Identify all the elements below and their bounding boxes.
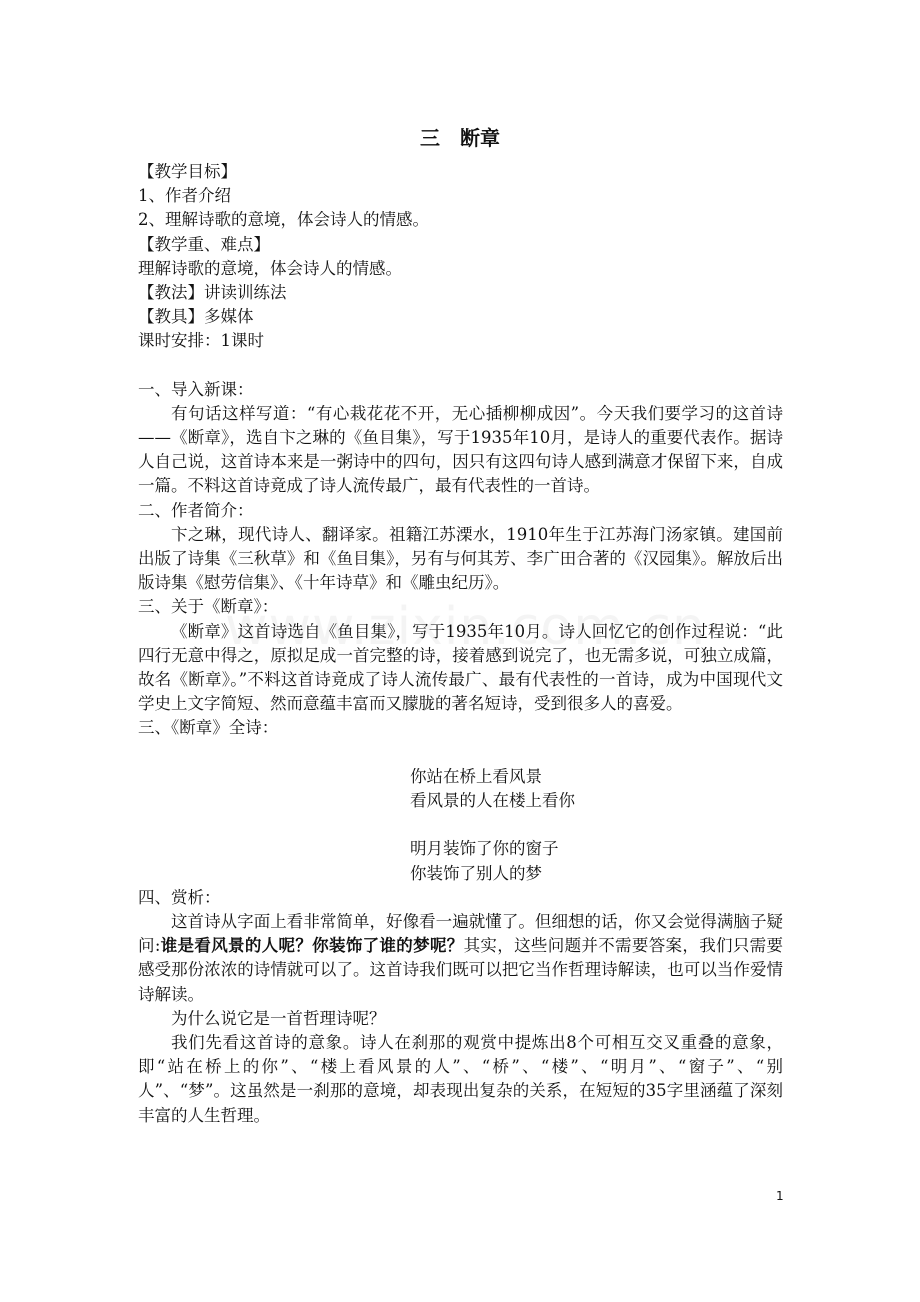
keypoints-text: 理解诗歌的意境，体会诗人的情感。 xyxy=(138,258,402,278)
intro-paragraph: 有句话这样写道：“有心栽花花不开，无心插柳柳成因”。今天我们要学习的这首诗——《断章》，选自卞之琳的《鱼目集》，写于1935年10月，是诗人的重要代表作。据诗人自己说，这首诗本来是一粥诗中的四句，因只有这四句诗人感到满意才保留下来，自成一篇。不料这首诗竟成了诗人流传最广，最有代表性的一首诗。 xyxy=(138,403,783,496)
spacer xyxy=(138,741,783,765)
keypoints-heading: 【教学重、难点】 xyxy=(138,234,270,254)
page-title: 三 断章 xyxy=(420,126,500,150)
poem-line: 你装饰了别人的梦 xyxy=(410,863,542,883)
about-paragraph: 《断章》这首诗选自《鱼目集》，写于1935年10月。诗人回忆它的创作过程说：“此四行无意中得之，原拟足成一首完整的诗，接着感到说完了，也无需多说，可独立成篇，故名《断章》。”不料这首诗竟成了诗人流传最广、最有代表性的一首诗，成为中国现代文学史上文字简短、然而意蕴丰富而又朦胧的著名短诗，受到很多人的喜爱。 xyxy=(138,621,783,714)
imagery-paragraph: 我们先看这首诗的意象。诗人在刹那的观赏中提炼出8个可相互交叉重叠的意象，即“站在桥上的你”、“楼上看风景的人”、“桥”、“楼”、“明月”、“窗子”、“别人”、“梦”。这虽然是一刹那的意境，却表现出复杂的关系，在短短的35字里涵蕴了深刻丰富的人生哲理。 xyxy=(138,1033,783,1125)
class-schedule: 课时安排：1课时 xyxy=(138,331,264,351)
objectives-heading: 【教学目标】 xyxy=(138,162,237,181)
teaching-tools: 【教具】多媒体 xyxy=(138,307,254,327)
analysis-question: 谁是看风景的人呢？你装饰了谁的梦呢？ xyxy=(160,936,464,956)
section-heading-poem: 三、《断章》全诗： xyxy=(138,718,279,738)
spacer xyxy=(138,354,783,378)
analysis-text: 这首诗从字面上看非常简单，好像看一遍就懂了。但细想的话，你又会觉得满脑子疑问: xyxy=(138,911,783,956)
author-paragraph: 卞之琳，现代诗人、翻译家。祖籍江苏溧水，1910年生于江苏海门汤家镇。建国前出版了诗集《三秋草》和《鱼目集》，另有与何其芳、李广田合著的《汉园集》。解放后出版诗集《慰劳信集》、《十年诗草》和《雕虫纪历》。 xyxy=(138,524,783,593)
section-heading-intro: 一、导入新课： xyxy=(138,379,254,399)
poem-text xyxy=(138,765,783,886)
section-heading-analysis: 四、赏析： xyxy=(138,887,221,907)
section-heading-about: 三、关于《断章》： xyxy=(138,597,279,617)
page-number: 1 xyxy=(776,1189,784,1203)
stanza-break xyxy=(410,813,783,837)
objective-item: 2、理解诗歌的意境，体会诗人的情感。 xyxy=(138,210,429,230)
objective-item: 1、作者介绍 xyxy=(138,186,231,206)
analysis-question-paragraph: 为什么说它是一首哲理诗呢？ xyxy=(171,1008,386,1028)
analysis-text: 其实，这些问题并不需要答案，我们只需要感受那份浓浓的诗情就可以了。这首诗我们既可以把它当作哲理诗解读，也可以当作爱情诗解读。 xyxy=(138,936,784,1004)
analysis-paragraph xyxy=(138,910,783,1007)
poem-line: 看风景的人在楼上看你 xyxy=(410,791,575,811)
lesson-content xyxy=(138,160,783,1128)
teaching-method: 【教法】讲读训练法 xyxy=(138,282,287,302)
poem-line: 你站在桥上看风景 xyxy=(410,766,542,786)
poem-line: 明月装饰了你的窗子 xyxy=(410,839,559,859)
section-heading-author: 二、作者简介： xyxy=(138,500,254,520)
